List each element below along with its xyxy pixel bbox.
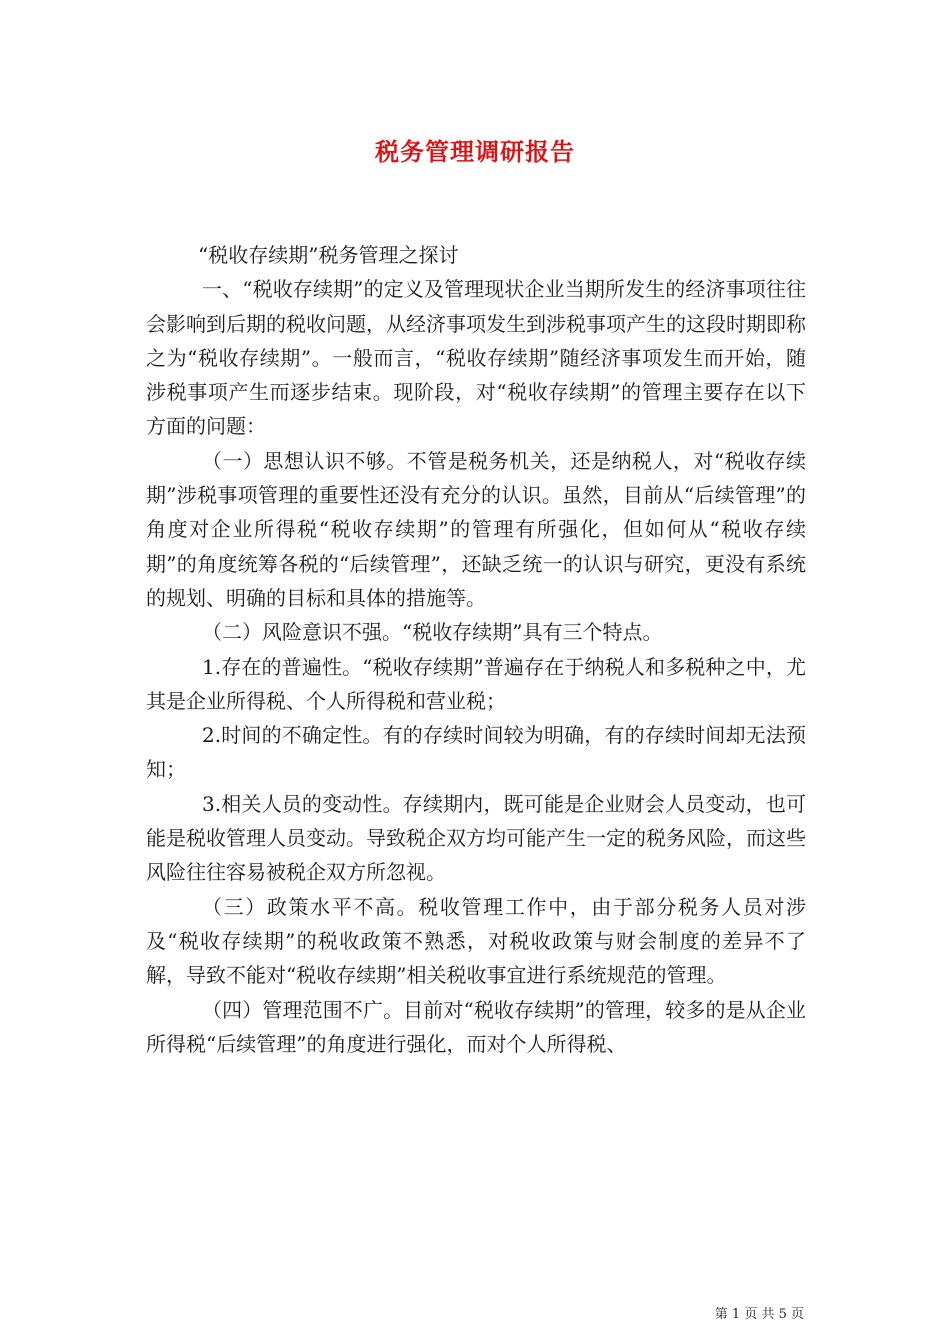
paragraph-feature-1: 1.存在的普遍性。“税收存续期”普遍存在于纳税人和多税种之中，尤其是企业所得税、个人所得税和营业税； [146,654,806,713]
document-body [146,238,806,1061]
page-number: 第 1 页 共 5 页 [714,1307,804,1322]
paragraph-issue-3: （三）政策水平不高。税收管理工作中，由于部分税务人员对涉及“税收存续期”的税收政策不熟悉，对税收政策与财会制度的差异不了解，导致不能对“税收存续期”相关税收事宜进行系统规范的管理。 [146,894,806,988]
paragraph-feature-3: 3.相关人员的变动性。存续期内，既可能是企业财会人员变动，也可能是税收管理人员变动。导致税企双方均可能产生一定的税务风险，而这些风险往往容易被税企双方所忽视。 [146,791,806,885]
page-title: 税务管理调研报告 [375,137,575,166]
paragraph-issue-4: （四）管理范围不广。目前对“税收存续期”的管理，较多的是从企业所得税“后续管理”的角度进行强化，而对个人所得税、 [146,997,806,1056]
document-subtitle: “税收存续期”税务管理之探讨 [198,243,459,267]
paragraph-definition: 一、“税收存续期”的定义及管理现状企业当期所发生的经济事项往往会影响到后期的税收问题，从经济事项发生到涉税事项产生的这段时期即称之为“税收存续期”。一般而言，“税收存续期”随经济事项发生而开始，随涉税事项产生而逐步结束。现阶段，对“税收存续期”的管理主要存在以下方面的问题： [146,277,806,439]
paragraph-feature-2: 2.时间的不确定性。有的存续时间较为明确，有的存续时间却无法预知； [146,723,806,782]
paragraph-issue-2: （二）风险意识不强。“税收存续期”具有三个特点。 [202,620,663,645]
paragraph-issue-1: （一）思想认识不够。不管是税务机关，还是纳税人，对“税收存续期”涉税事项管理的重要性还没有充分的认识。虽然，目前从“后续管理”的角度对企业所得税“税收存续期”的管理有所强化，但如何从“税收存续期”的角度统筹各税的“后续管理”，还缺乏统一的认识与研究，更没有系统的规划、明确的目标和具体的措施等。 [146,448,806,610]
